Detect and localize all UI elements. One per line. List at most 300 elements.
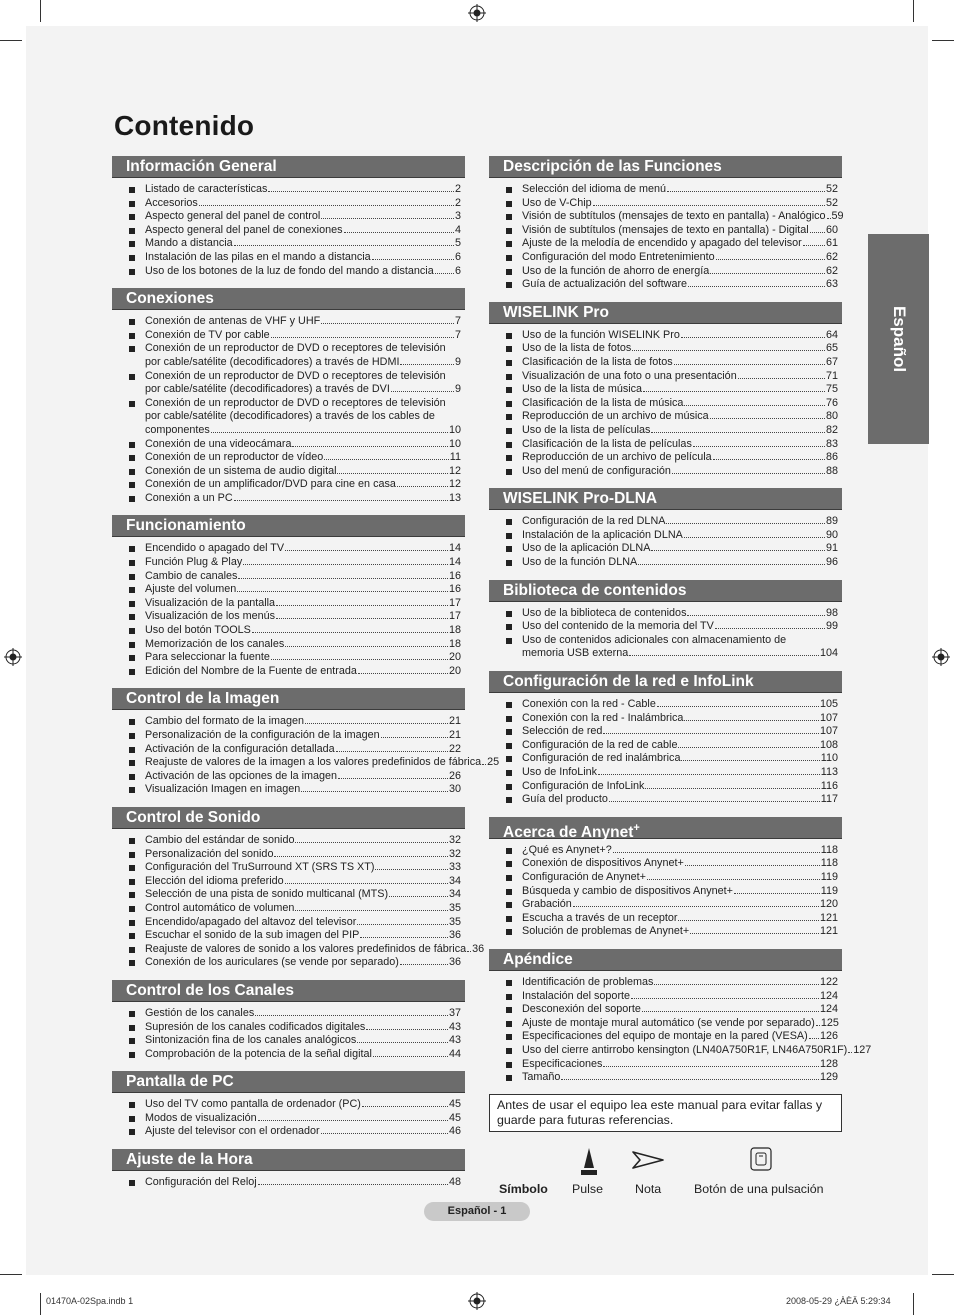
toc-entry-text: Visualización de una foto o una presentación [522,369,737,382]
toc-entry-page: 20 [448,664,461,677]
toc-entry[interactable] [489,265,842,279]
crop-mark [40,0,41,22]
section-header [489,817,842,839]
toc-section [112,980,465,1061]
toc-entry[interactable] [489,1071,842,1085]
toc-entry[interactable] [112,478,465,492]
section-title: Control de la Imagen [126,690,280,708]
toc-entry-text: Conexión de un amplificador/DVD para cine en casa [145,478,396,491]
toc-entry-text-prefix: Conexión de un reproductor de DVD o receptores de televisión por cable/satélite (decodificadores) a través de los cables de [145,396,446,423]
toc-entry-text: Uso de la lista de música [522,383,643,396]
toc-entry[interactable] [112,665,465,679]
toc-section [489,949,872,1085]
legend-note-label: Nota [635,1182,662,1196]
section-header [112,980,465,1002]
toc-entry-page: 59 [831,210,844,223]
dot-leader [666,523,825,524]
one-touch-icon [750,1147,772,1171]
toc-entry[interactable] [112,210,465,224]
toc-entry-text: Conexión de una videocámara [145,437,292,450]
toc-entry[interactable] [489,990,842,1004]
toc-list [489,971,872,1085]
toc-entry[interactable] [489,620,842,634]
toc-entry-page: 12 [448,464,461,477]
toc-entry[interactable] [489,1003,842,1017]
toc-entry[interactable] [112,756,500,770]
toc-entry[interactable] [112,638,465,652]
toc-entry[interactable] [112,583,465,597]
toc-entry-page: 25 [487,756,500,769]
toc-entry-page: 126 [819,1030,838,1043]
dot-leader [211,432,448,433]
dot-leader [738,378,825,379]
toc-entry-page: 16 [448,569,461,582]
dot-leader [687,615,825,616]
dot-leader [713,459,825,460]
dot-leader [603,733,819,734]
toc-entry-text: componentes [145,423,210,436]
toc-entry[interactable] [489,844,842,858]
toc-entry[interactable] [489,515,842,529]
dot-leader [631,998,819,999]
toc-entry[interactable] [489,885,842,899]
toc-entry[interactable] [112,1007,465,1021]
toc-entry-page: 110 [820,752,838,765]
toc-entry-page: 129 [819,1071,838,1084]
toc-entry-text: Identificación de problemas [522,975,654,988]
dot-leader [809,1038,819,1039]
toc-entry-page: 14 [448,542,461,555]
dot-leader [816,1025,820,1026]
section-header [112,1149,465,1171]
toc-entry[interactable] [489,451,842,465]
crop-mark [913,0,914,22]
toc-entry-text: Clasificación de la lista de fotos [522,355,673,368]
toc-entry-text-prefix: Conexión de un reproductor de DVD o receptores de televisión [145,342,446,355]
toc-entry-text: Instalación del soporte [522,989,631,1002]
toc-entry[interactable] [489,278,842,292]
section-header [489,488,842,510]
dot-leader [629,655,819,656]
toc-entry[interactable] [112,902,465,916]
toc-section [112,288,465,505]
dot-leader [654,984,819,985]
toc-entry-text: Selección del idioma de menú [522,183,667,195]
dot-leader [271,337,454,338]
toc-entry[interactable] [112,315,465,329]
dot-leader [678,920,819,921]
toc-entry-text: Uso del TV como pantalla de ordenador (PC) [145,1098,361,1111]
toc-entry-text: Para seleccionar la fuente [145,651,270,664]
toc-entry[interactable] [489,1058,842,1072]
toc-entry[interactable] [489,397,842,411]
toc-entry[interactable] [489,766,842,780]
dot-leader [573,906,819,907]
toc-entry[interactable] [489,251,842,265]
toc-section [489,580,842,661]
toc-entry-page: 75 [825,383,838,396]
dot-leader [681,337,825,338]
toc-entry[interactable] [112,251,465,265]
toc-entry[interactable] [112,597,465,611]
toc-entry[interactable] [112,729,465,743]
toc-entry[interactable] [489,725,842,739]
toc-entry-text: Uso de la lista de fotos [522,342,632,355]
toc-entry-page: 37 [448,1006,461,1019]
toc-entry[interactable] [489,356,842,370]
toc-entry[interactable] [112,1176,465,1190]
section-title: Pantalla de PC [126,1073,234,1091]
toc-entry-page: 52 [825,196,838,209]
toc-entry-text: Edición del Nombre de la Fuente de entrada [145,664,357,677]
toc-entry-page: 107 [819,725,838,738]
toc-entry-page: 7 [454,315,461,328]
toc-entry[interactable] [489,712,842,726]
dot-leader [710,418,825,419]
registration-mark-icon [468,4,486,22]
toc-entry-text: Reajuste de valores de la imagen a los valores predefinidos de fábrica [145,756,482,769]
toc-entry[interactable] [489,210,842,224]
toc-entry[interactable] [112,1021,465,1035]
toc-entry[interactable] [112,451,465,465]
toc-entry-page: 83 [825,437,838,450]
toc-entry[interactable] [112,224,465,238]
toc-entry[interactable] [489,465,842,479]
toc-entry[interactable] [112,465,465,479]
toc-entry[interactable] [112,570,465,584]
dot-leader [561,1079,819,1080]
toc-list [489,602,842,661]
section-header [489,671,842,693]
language-side-tab-label: Español [889,305,909,373]
dot-leader [609,801,820,802]
toc-entry[interactable] [489,410,842,424]
toc-entry-page: 7 [454,328,461,341]
toc-entry[interactable] [489,383,842,397]
toc-entry[interactable] [112,770,465,784]
dot-leader [285,550,448,551]
toc-section [489,156,842,292]
toc-entry[interactable] [489,197,842,211]
toc-entry-page: 64 [825,328,838,341]
toc-entry-text: Ajuste de la melodía de encendido y apagado del televisor [522,237,802,250]
toc-entry[interactable] [489,329,842,343]
toc-entry-text: Encendido/apagado del altavoz del televisor [145,915,357,928]
toc-entry-text: Uso del cierre antirrobo kensington (LN40A750R1F, LN46A750R1F) [522,1043,848,1056]
toc-entry-page: 118 [820,857,838,870]
toc-entry[interactable] [489,912,842,926]
toc-entry[interactable] [489,607,842,621]
toc-entry-text: Clasificación de la lista de películas [522,437,692,450]
toc-entry[interactable] [112,1034,465,1048]
toc-entry[interactable] [112,610,465,624]
dot-leader [734,893,820,894]
section-title: Control de los Canales [126,981,294,999]
toc-entry-text: Elección del idioma preferido [145,874,284,887]
toc-entry-page: 90 [825,528,838,541]
toc-entry-text: por cable/satélite (decodificadores) a través de DVI [145,383,390,396]
toc-entry-text: Comprobación de la potencia de la señal digital [145,1047,372,1060]
toc-entry[interactable] [489,556,842,570]
toc-entry[interactable] [112,265,465,279]
dot-leader [684,405,825,406]
toc-entry-text: Reproducción de un archivo de película [522,451,712,464]
toc-entry-page: 11 [449,451,461,464]
toc-entry-text: Configuración de InfoLink [522,779,645,792]
press-icon [580,1146,598,1176]
registration-mark-icon [932,648,950,666]
crop-mark [913,1293,914,1315]
dot-leader [613,852,820,853]
toc-entry[interactable] [112,651,465,665]
toc-entry-page: 118 [820,843,838,856]
toc-entry-page: 18 [448,637,461,650]
toc-entry[interactable] [112,715,465,729]
toc-entry[interactable] [112,743,465,757]
toc-entry[interactable] [489,698,842,712]
dot-leader [651,432,825,433]
toc-entry-page: 20 [448,651,461,664]
toc-entry[interactable] [112,783,465,797]
toc-entry[interactable] [112,237,465,251]
toc-entry-page: 107 [819,711,838,724]
toc-entry[interactable] [112,1048,465,1062]
toc-entry[interactable] [112,834,465,848]
toc-section [489,488,842,569]
section-title: Biblioteca de contenidos [503,581,687,599]
toc-entry[interactable] [112,370,465,397]
section-header [112,156,465,178]
dot-leader [715,628,825,629]
toc-section [112,688,500,797]
dot-leader [268,191,454,192]
dot-leader [643,391,825,392]
dot-leader [357,924,448,925]
toc-entry[interactable] [489,1030,842,1044]
toc-entry-page: 99 [825,620,838,633]
toc-entry[interactable] [489,224,842,238]
section-header [489,580,842,602]
toc-entry[interactable] [112,942,485,957]
dot-leader [657,706,819,707]
toc-entry[interactable] [489,857,842,871]
toc-entry[interactable] [489,752,842,766]
toc-entry-page: 127 [853,1043,872,1056]
toc-entry-page: 21 [448,715,461,728]
section-title: Acerca de Anynet [503,823,634,841]
dot-leader [710,273,825,274]
toc-entry[interactable] [489,438,842,452]
toc-entry[interactable] [112,397,465,438]
toc-section [112,807,485,970]
dot-leader [292,446,448,447]
registration-mark-icon [468,1292,486,1310]
dot-leader [672,473,825,474]
toc-entry[interactable] [489,793,842,807]
toc-entry-text: Uso de la función de ahorro de energía [522,264,710,277]
dot-leader [848,1052,852,1053]
toc-entry-text: Visión de subtítulos (mensajes de texto en pantalla) - Digital [522,223,809,236]
toc-entry-text: Supresión de los canales codificados digitales [145,1020,366,1033]
toc-entry-text: Memorización de los canales [145,637,285,650]
toc-section [489,671,842,807]
toc-entry-page: 43 [448,1020,461,1033]
dot-leader [338,778,448,779]
toc-section [112,156,465,278]
toc-entry[interactable] [489,634,842,661]
dot-leader [305,723,448,724]
toc-entry-page: 86 [825,451,838,464]
toc-entry-text: Conexión de un reproductor de vídeo [145,451,324,464]
dot-leader [642,1011,819,1012]
toc-list [489,839,842,939]
toc-entry-page: 119 [820,870,838,883]
section-title: Conexiones [126,290,214,308]
toc-entry-text: Uso de InfoLink [522,766,598,778]
toc-entry-page: 119 [820,884,838,897]
toc-entry-page: 104 [819,647,838,660]
dot-leader [358,673,448,674]
toc-entry[interactable] [112,492,465,506]
toc-entry[interactable] [112,1112,465,1126]
toc-entry-text: Visión de subtítulos (mensajes de texto en pantalla) - Analógico [522,210,826,223]
dot-leader [234,245,454,246]
toc-entry-text: Personalización de la configuración de la imagen [145,729,380,741]
toc-entry-text: Ajuste del televisor con el ordenador [145,1125,320,1138]
toc-entry[interactable] [489,237,842,251]
dot-leader [684,537,825,538]
toc-entry[interactable] [489,1017,842,1031]
dot-leader [482,764,486,765]
toc-list [112,1002,465,1061]
dot-leader [337,473,448,474]
language-side-tab [868,234,929,444]
toc-entry[interactable] [112,1125,465,1139]
toc-entry[interactable] [112,956,465,970]
toc-entry[interactable] [489,898,842,912]
toc-entry[interactable] [112,861,465,875]
toc-entry-page: 121 [819,911,838,924]
toc-entry-page: 113 [820,766,838,778]
toc-entry[interactable] [112,1098,465,1112]
toc-entry-text: Visualización de los menús [145,610,276,623]
crop-mark [932,1274,954,1275]
toc-entry-text: Selección de una pista de sonido multicanal (MTS) [145,888,389,901]
toc-entry-page: 46 [448,1125,461,1138]
toc-entry-page: 45 [448,1098,461,1111]
dot-leader [321,218,454,219]
toc-entry-text: Solución de problemas de Anynet+ [522,925,690,938]
toc-entry-page: 34 [448,874,461,887]
toc-entry-text: Visualización Imagen en imagen [145,783,301,796]
toc-entry-text: Cambio del estándar de sonido [145,833,295,846]
toc-entry[interactable] [112,542,465,556]
toc-entry[interactable] [112,342,465,369]
toc-list [112,537,465,678]
toc-entry[interactable] [112,556,465,570]
section-title: Control de Sonido [126,808,261,826]
toc-entry[interactable] [489,370,842,384]
toc-entry[interactable] [112,916,465,930]
toc-entry[interactable] [489,871,842,885]
section-header [112,1071,465,1093]
toc-entry-page: 3 [454,210,461,223]
toc-entry[interactable] [112,197,465,211]
registration-mark-icon [4,648,22,666]
toc-entry-text: Mando a distancia [145,237,233,250]
toc-entry[interactable] [489,183,842,197]
toc-entry-page: 44 [448,1047,461,1060]
toc-entry[interactable] [112,888,465,902]
toc-entry[interactable] [112,624,465,638]
toc-entry-page: 9 [454,355,461,368]
dot-leader [467,951,471,952]
toc-entry[interactable] [489,976,842,990]
toc-entry-page: 34 [448,888,461,901]
toc-column-right [489,156,872,1095]
toc-entry[interactable] [112,183,465,197]
toc-entry[interactable] [489,1043,872,1058]
toc-entry-page: 14 [448,556,461,569]
toc-entry[interactable] [489,529,842,543]
toc-entry[interactable] [489,424,842,438]
toc-entry[interactable] [112,875,465,889]
toc-entry[interactable] [489,739,842,753]
toc-entry-text: Ajuste del volumen [145,583,237,596]
section-title: Funcionamiento [126,517,246,535]
symbol-legend [489,1144,842,1204]
toc-entry-text: Configuración del TruSurround XT (SRS TS XT) [145,861,375,874]
section-title: WISELINK Pro [503,303,609,321]
toc-entry-page: 36 [448,956,461,969]
toc-entry[interactable] [489,342,842,356]
crop-mark [40,1293,41,1315]
toc-section [112,1149,465,1190]
toc-entry-text: Activación de las opciones de la imagen [145,769,338,782]
toc-entry[interactable] [489,542,842,556]
crop-mark [932,40,954,41]
toc-entry-text: Configuración de Anynet+ [522,870,646,883]
section-title: Ajuste de la Hora [126,1151,253,1169]
toc-entry-text: Clasificación de la lista de música [522,396,684,409]
toc-entry[interactable] [112,438,465,452]
section-header [112,288,465,310]
toc-list [112,829,485,970]
toc-entry[interactable] [112,929,465,943]
toc-entry-text: Uso de V-Chip [522,196,592,209]
crop-mark [0,1274,22,1275]
toc-entry[interactable] [489,780,842,794]
dot-leader [360,937,448,938]
toc-section [489,817,842,939]
dot-leader [321,1133,448,1134]
toc-entry[interactable] [489,925,842,939]
dot-leader [684,720,819,721]
toc-entry-page: 17 [448,610,461,623]
dot-leader [295,842,448,843]
dot-leader [400,364,454,365]
section-header [489,156,842,178]
dot-leader [336,751,448,752]
toc-entry[interactable] [112,329,465,343]
dot-leader [271,659,448,660]
toc-entry-page: 10 [448,437,461,450]
toc-entry-page: 30 [448,783,461,796]
toc-entry-page: 22 [448,742,461,755]
dot-leader [276,605,448,606]
toc-entry-text: Activación de la configuración detallada [145,742,335,755]
toc-entry[interactable] [112,848,465,862]
